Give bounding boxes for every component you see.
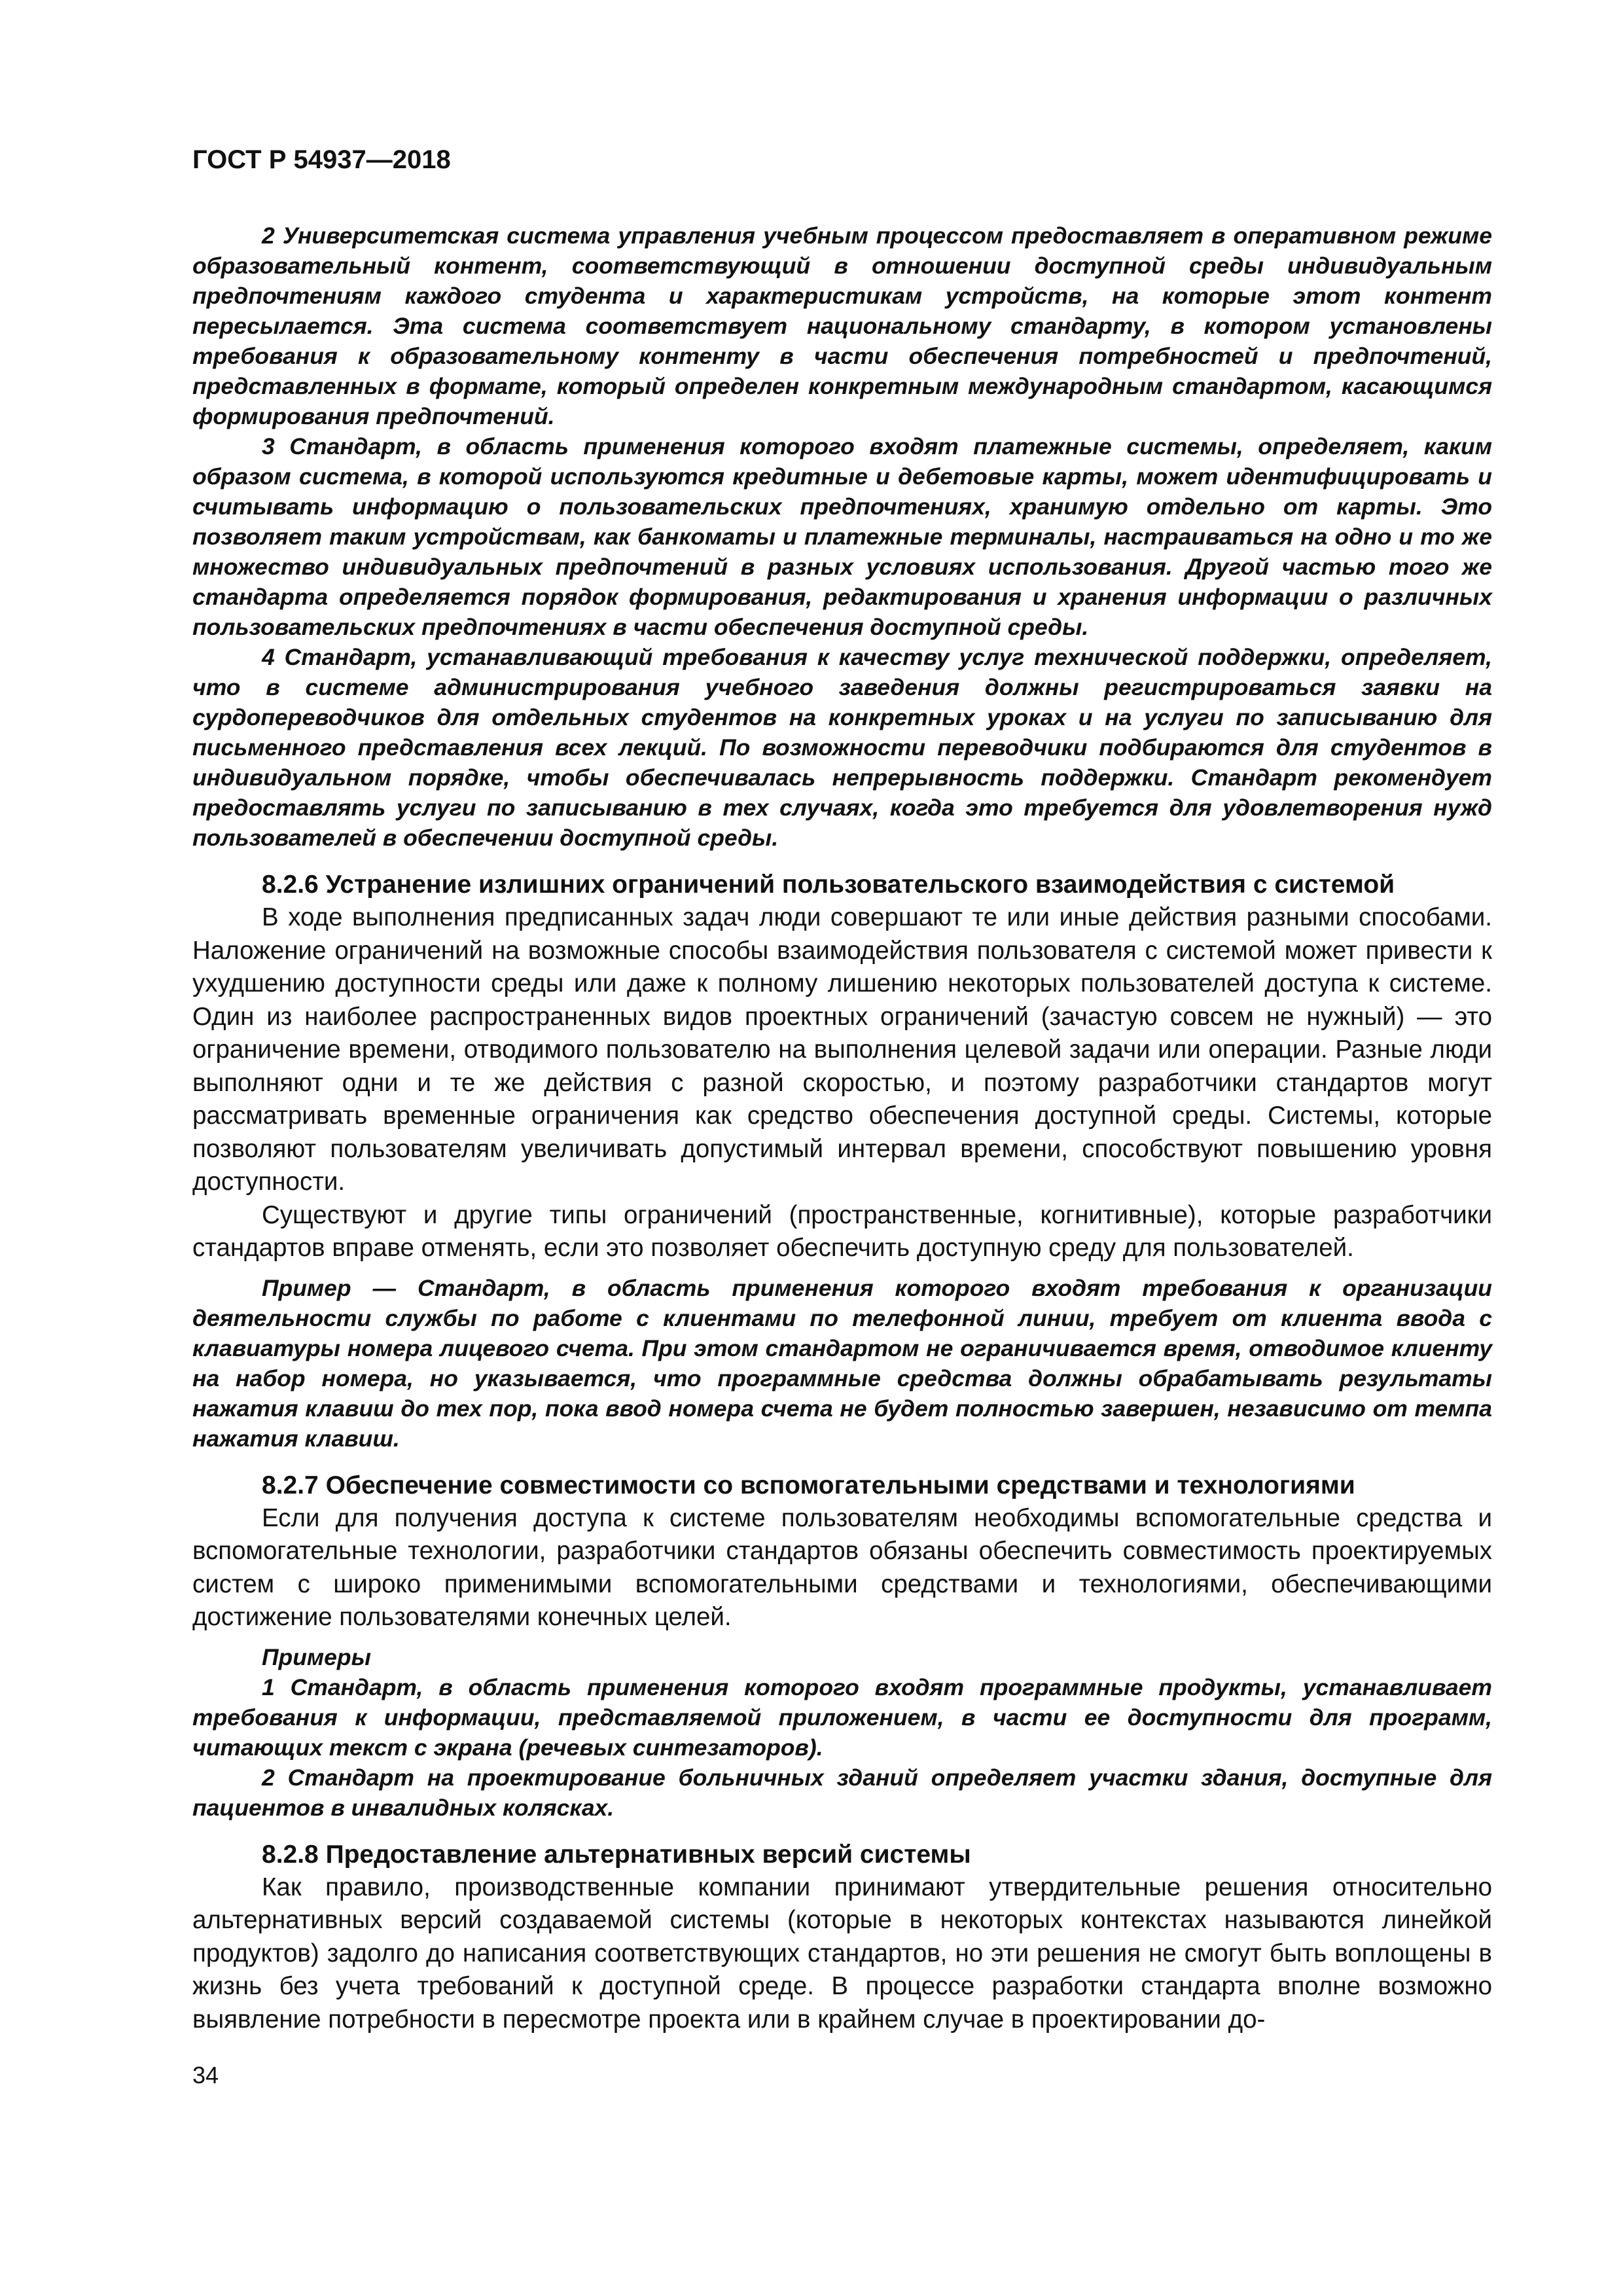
section-8-2-8-paragraph: Как правило, производственные компании принимают утвердительные решения относительно альтернативных версий создаваемой системы (которые в некоторых контекстах называются линейкой продуктов) задолго до написания соответствующих стандартов, но эти решения не смогут быть воплощены в жизнь без учета требований к доступной среде. В процессе разработки стандарта вполне возможно выявление потребности в пересмотре проекта или в крайнем случае в проектировании до- bbox=[192, 1873, 1492, 2034]
document-page bbox=[192, 145, 1492, 2036]
examples-label: Примеры bbox=[262, 1643, 371, 1670]
note-2: 2 Университетская система управления учебным процессом предоставляет в оперативном режиме образовательный контент, соответствующий в отношении доступной среды индивидуальным предпочтениям каждого студента и характеристикам устройств, на которые этот контент пересылается. Эта система соответствует национальному стандарту, в котором установлены требования к образовательному контенту в части обеспечения потребностей и предпочтений, представленных в формате, который определен конкретным международным стандартом, касающимся формирования предпочтений. bbox=[192, 223, 1492, 429]
section-8-2-7-example-1: 1 Стандарт, в область применения которого входят программные продукты, устанавливает требования к информации, представляемой приложением, в части ее доступности для программ, читающих текст с экрана (речевых синтезаторов). bbox=[192, 1674, 1492, 1761]
document-id-header: ГОСТ Р 54937—2018 bbox=[192, 145, 451, 174]
section-heading-8-2-8: 8.2.8 Предоставление альтернативных версий системы bbox=[262, 1840, 971, 1869]
section-8-2-6-paragraph-1: В ходе выполнения предписанных задач люди совершают те или иные действия разными способами. Наложение ограничений на возможные способы взаимодействия пользователя с системой может привести к ухудшению доступности среды или даже к полному лишению некоторых пользователей доступа к системе. Один из наиболее распространенных видов проектных ограничений (зачастую совсем не нужный) — это ограничение времени, отводимого пользователю на выполнения целевой задачи или операции. Разные люди выполняют одни и те же действия с разной скоростью, и поэтому разработчики стандартов могут рассматривать временные ограничения как средство обеспечения доступной среды. Системы, которые позволяют пользователям увеличивать допустимый интервал времени, способствуют повышению уровня доступности. bbox=[192, 903, 1492, 1196]
section-heading-8-2-7: 8.2.7 Обеспечение совместимости со вспомогательными средствами и технологиями bbox=[262, 1471, 1355, 1499]
section-8-2-6-example: Пример — Стандарт, в область применения которого входят требования к организации деятельности службы по работе с клиентами по телефонной линии, требует от клиента ввода с клавиатуры номера лицевого счета. При этом стандартом не ограничивается время, отводимое клиенту на набор номера, но указывается, что программные средства должны обрабатывать результаты нажатия клавиш до тех пор, пока ввод номера счета не будет полностью завершен, независимо от темпа нажатия клавиш. bbox=[192, 1274, 1492, 1452]
note-4: 4 Стандарт, устанавливающий требования к качеству услуг технической поддержки, определяет, что в системе администрирования учебного заведения должны регистрироваться заявки на сурдопереводчиков для отдельных студентов на конкретных уроках и на услуги по записыванию для письменного представления всех лекций. По возможности переводчики подбираются для студентов в индивидуальном порядке, чтобы обеспечивалась непрерывность поддержки. Стандарт рекомендует предоставлять услуги по записыванию в тех случаях, когда это требуется для удовлетворения нужд пользователей в обеспечении доступной среды. bbox=[192, 644, 1492, 851]
note-3: 3 Стандарт, в область применения которого входят платежные системы, определяет, каким образом система, в которой используются кредитные и дебетовые карты, может идентифицировать и считывать информацию о пользовательских предпочтениях, хранимую отдельно от карты. Это позволяет таким устройствам, как банкоматы и платежные терминалы, настраиваться на одно и то же множество индивидуальных предпочтений в разных условиях использования. Другой частью того же стандарта определяется порядок формирования, редактирования и хранения информации о различных пользовательских предпочтениях в части обеспечения доступной среды. bbox=[192, 433, 1492, 640]
page-number: 34 bbox=[192, 2062, 219, 2089]
section-8-2-6-paragraph-2: Существуют и другие типы ограничений (пространственные, когнитивные), которые разработчики стандартов вправе отменять, если это позволяет обеспечить доступную среду для пользователей. bbox=[192, 1200, 1492, 1262]
section-heading-8-2-6: 8.2.6 Устранение излишних ограничений пользовательского взаимодействия с системой bbox=[262, 870, 1395, 899]
section-8-2-7-paragraph: Если для получения доступа к системе пользователям необходимы вспомогательные средства и вспомогательные технологии, разработчики стандартов обязаны обеспечить совместимость проектируемых систем с широко применимыми вспомогательными средствами и технологиями, обеспечивающими достижение пользователями конечных целей. bbox=[192, 1503, 1492, 1631]
section-8-2-7-example-2: 2 Стандарт на проектирование больничных зданий определяет участки здания, доступные для пациентов в инвалидных колясках. bbox=[192, 1764, 1492, 1821]
